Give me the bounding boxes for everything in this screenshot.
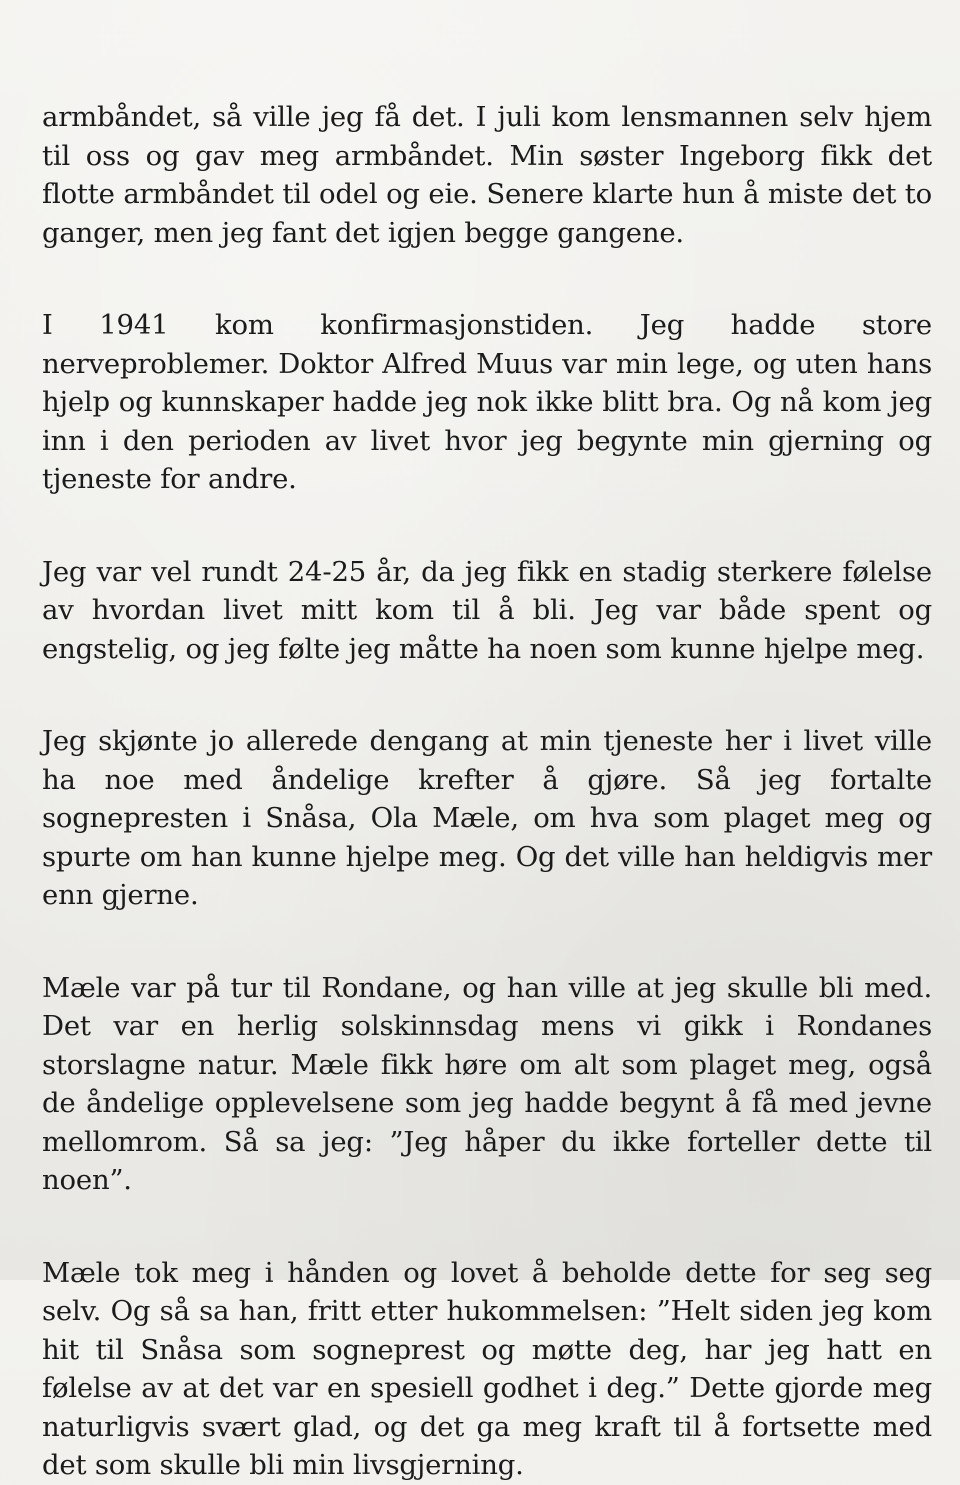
paragraph-3: Jeg var vel rundt 24-25 år, da jeg fikk en stadig sterkere følelse av hvordan livet mitt kom til å bli. Jeg var både spent og engstelig, og jeg følte jeg måtte ha noen som kunne hjelpe meg. [42,555,932,665]
paragraph-1: armbåndet, så ville jeg få det. I juli kom lensmannen selv hjem til oss og gav meg armbåndet. Min søster Ingeborg fikk det flotte armbåndet til odel og eie. Senere klarte hun å miste det to ganger, men jeg fant det igjen begge gangene. [42,101,932,249]
paragraph-5: Mæle var på tur til Rondane, og han ville at jeg skulle bli med. Det var en herlig solskinnsdag mens vi gikk i Rondanes storslagne natur. Mæle fikk høre om alt som plaget meg, også de åndelige opplevelsene som jeg hadde begynt å få med jevne mellomrom. Så sa jeg: ”Jeg håper du ikke forteller dette til noen”. [42,971,932,1196]
paragraph-6: Mæle tok meg i hånden og lovet å beholde dette for seg seg selv. Og så sa han, fritt etter hukommelsen: ”Helt siden jeg kom hit til Snåsa som sogneprest og møtte deg, har jeg hatt en følelse av at det var en spesiell godhet i deg.” Dette gjorde meg naturligvis svært glad, og det ga meg kraft til å fortsette med det som skulle bli min livsgjerning. [42,1256,932,1481]
body-text [42,98,932,1485]
paragraph-2: I 1941 kom konfirmasjonstiden. Jeg hadde store nerveproblemer. Doktor Alfred Muus var min lege, og uten hans hjelp og kunnskaper hadde jeg nok ikke blitt bra. Og nå kom jeg inn i den perioden av livet hvor jeg begynte min gjerning og tjeneste for andre. [42,309,932,495]
paragraph-4: Jeg skjønte jo allerede dengang at min tjeneste her i livet ville ha noe med åndelige krefter å gjøre. Så jeg fortalte sognepresten i Snåsa, Ola Mæle, om hva som plaget meg og spurte om han kunne hjelpe meg. Og det ville han heldigvis mer enn gjerne. [42,725,932,911]
